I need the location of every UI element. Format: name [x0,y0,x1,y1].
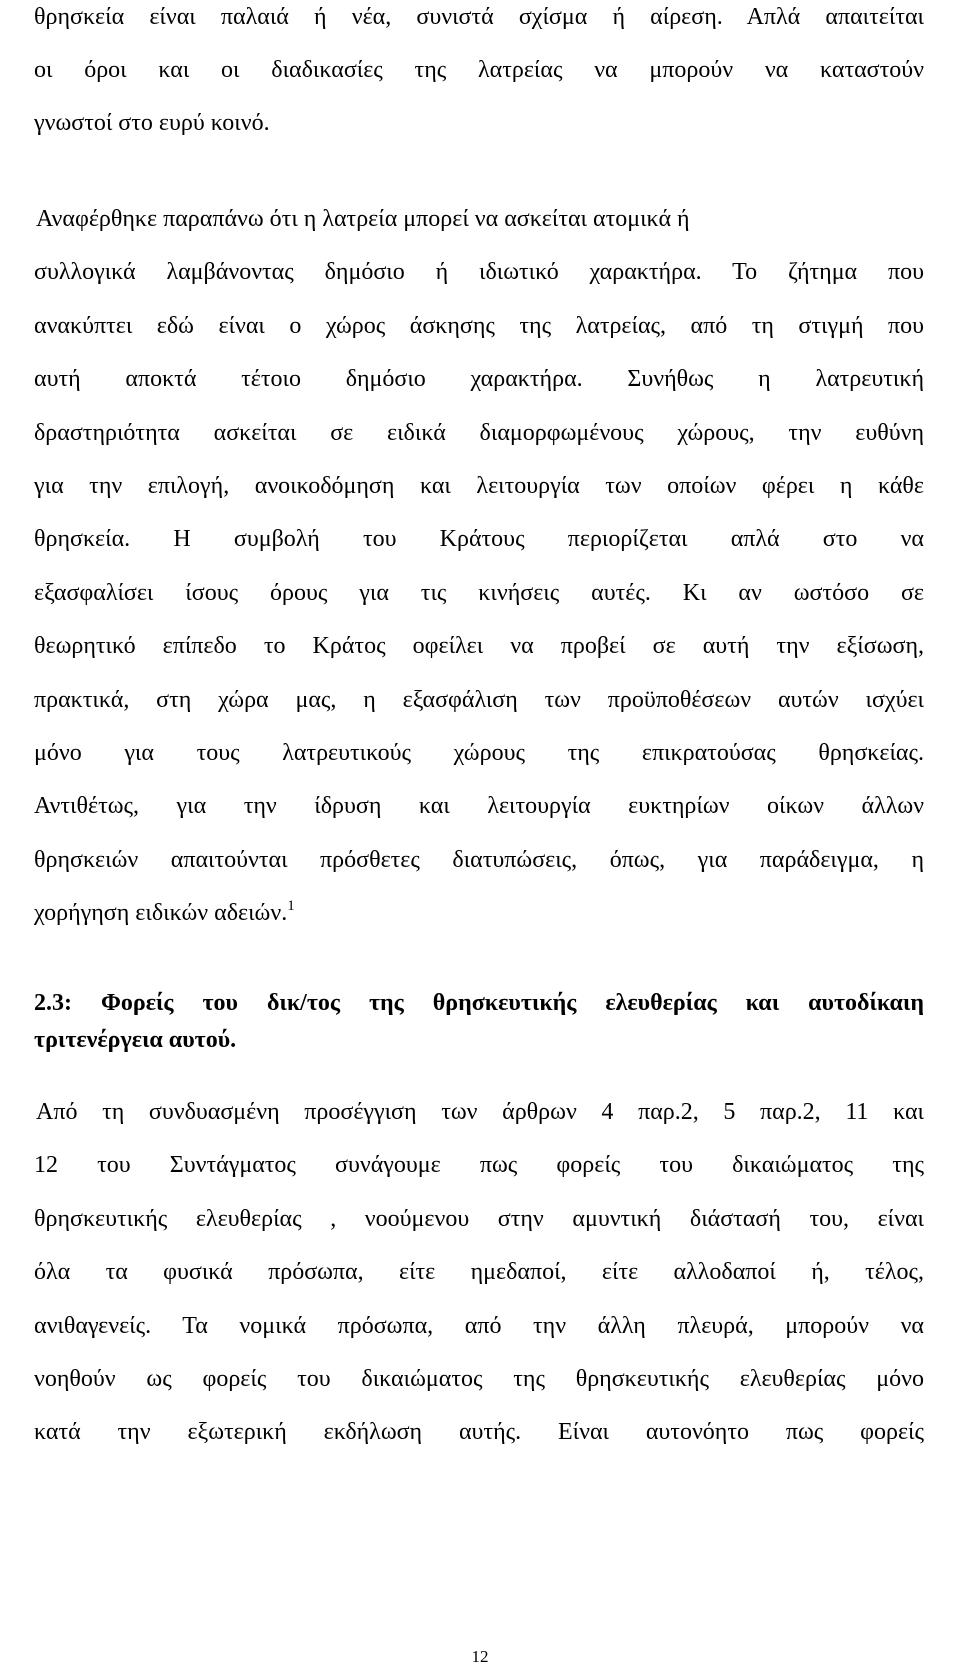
text-line: θρησκεία. Η συμβολή του Κράτους περιορίζεται απλά στο να [34,526,924,552]
text-line: ανακύπτει εδώ είναι ο χώρος άσκησης της λατρείας, από τη στιγμή που [34,313,924,339]
text-line: θρησκευτικής ελευθερίας , νοούμενου στην αμυντική διάστασή του, είναι [34,1206,924,1232]
text-line-content: χορήγηση ειδικών αδειών. [34,900,288,926]
text-line: συλλογικά λαμβάνοντας δημόσιο ή ιδιωτικό χαρακτήρα. Το ζήτημα που [34,259,924,285]
text-line: δραστηριότητα ασκείται σε ειδικά διαμορφωμένους χώρους, την ευθύνη [34,420,924,446]
text-line: αυτή αποκτά τέτοιο δημόσιο χαρακτήρα. Συνήθως η λατρευτική [34,366,924,392]
text-line: Αναφέρθηκε παραπάνω ότι η λατρεία μπορεί να ασκείται ατομικά ή [36,206,690,232]
text-line: μόνο για τους λατρευτικούς χώρους της επικρατούσας θρησκείας. [34,740,924,766]
text-line: Από τη συνδυασμένη προσέγγιση των άρθρων 4 παρ.2, 5 παρ.2, 11 και [36,1099,924,1125]
text-line: θρησκειών απαιτούνται πρόσθετες διατυπώσεις, όπως, για παράδειγμα, η [34,847,924,873]
page-number: 12 [471,1647,489,1666]
text-line: θρησκεία είναι παλαιά ή νέα, συνιστά σχίσμα ή αίρεση. Απλά απαιτείται [34,4,924,30]
text-line: 12 του Συντάγματος συνάγουμε πως φορείς του δικαιώματος της [34,1152,924,1178]
text-line [34,898,924,928]
text-line: για την επιλογή, ανοικοδόμηση και λειτουργία των οποίων φέρει η κάθε [34,473,924,499]
heading-line: τριτενέργεια αυτού. [34,1027,237,1053]
text-line: όλα τα φυσικά πρόσωπα, είτε ημεδαποί, είτε αλλοδαποί ή, τέλος, [34,1259,924,1285]
text-line: ανιθαγενείς. Τα νομικά πρόσωπα, από την άλλη πλευρά, μπορούν να [34,1313,924,1339]
text-line: νοηθούν ως φορείς του δικαιώματος της θρησκευτικής ελευθερίας μόνο [34,1366,924,1392]
text-line: κατά την εξωτερική εκδήλωση αυτής. Είναι αυτονόητο πως φορείς [34,1419,924,1445]
heading-line: 2.3: Φορείς του δικ/τος της θρησκευτικής ελευθερίας και αυτοδίκαιη [34,990,924,1016]
text-line: εξασφαλίσει ίσους όρους για τις κινήσεις αυτές. Κι αν ωστόσο σε [34,580,924,606]
text-line: γνωστοί στο ευρύ κοινό. [34,110,270,136]
text-line: θεωρητικό επίπεδο το Κράτος οφείλει να προβεί σε αυτή την εξίσωση, [34,633,924,659]
text-line: οι όροι και οι διαδικασίες της λατρείας να μπορούν να καταστούν [34,57,924,83]
text-line: Αντιθέτως, για την ίδρυση και λειτουργία ευκτηρίων οίκων άλλων [34,793,924,819]
footnote-marker[interactable]: 1 [287,898,295,914]
text-line: πρακτικά, στη χώρα μας, η εξασφάλιση των προϋποθέσεων αυτών ισχύει [34,687,924,713]
